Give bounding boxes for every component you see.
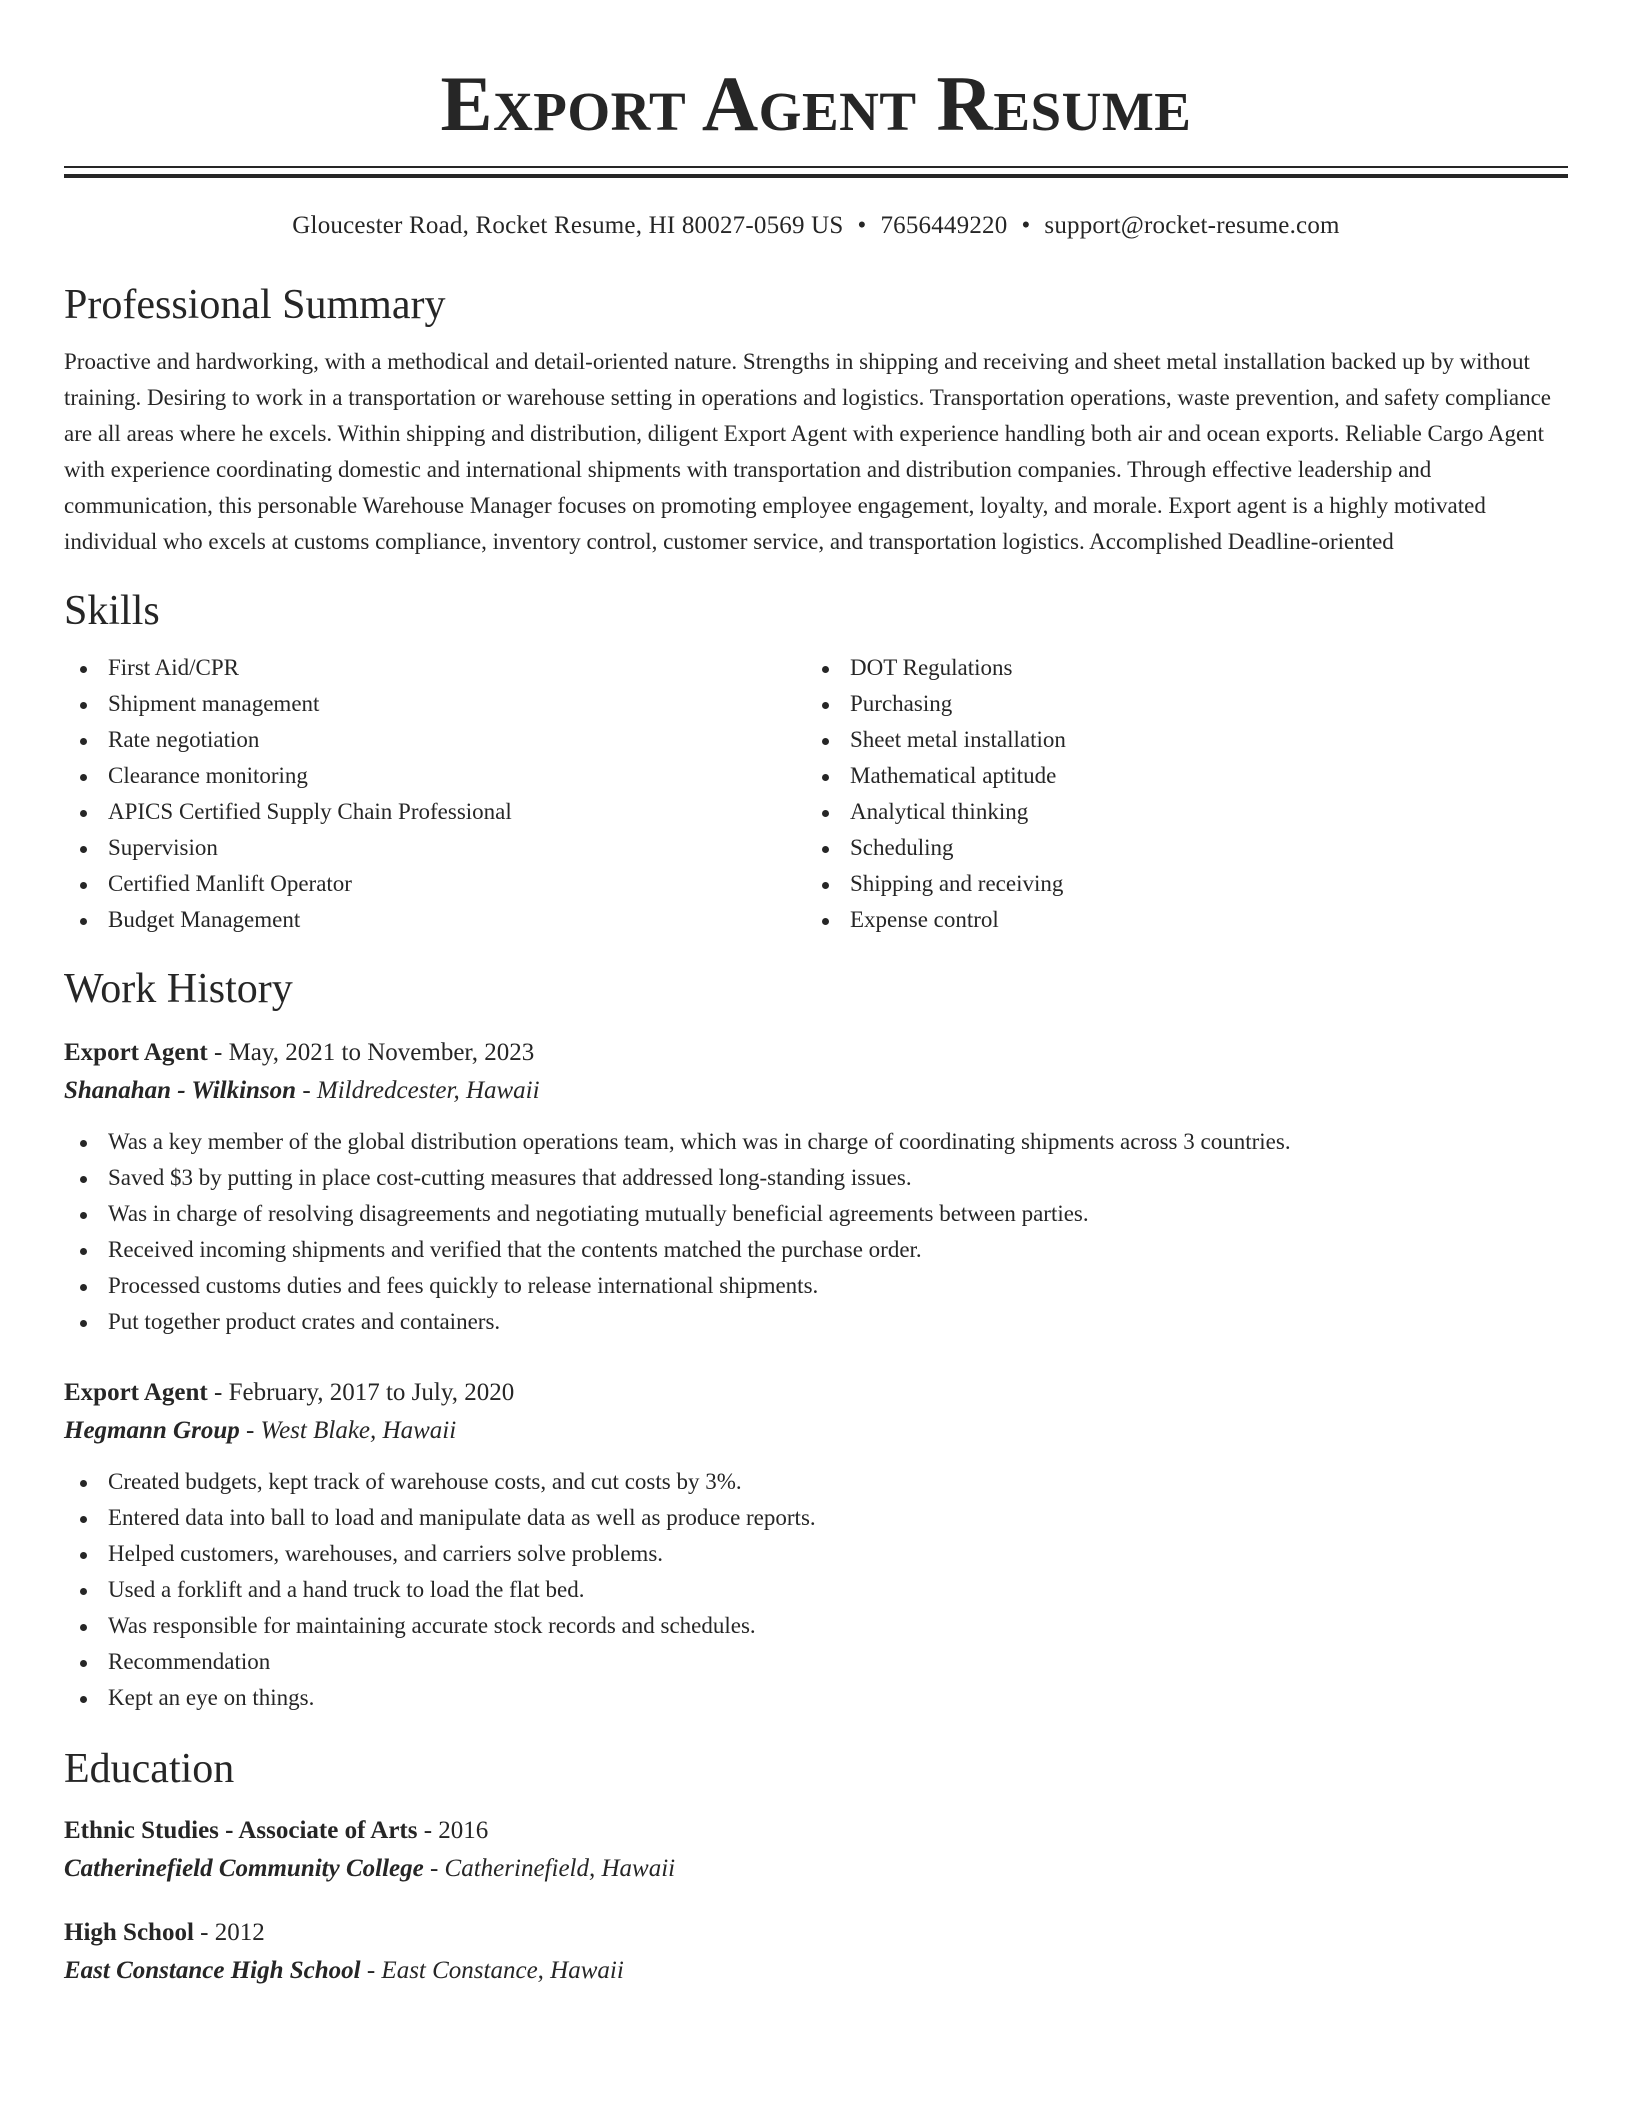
job-bullet: Helped customers, warehouses, and carriers solve problems. (64, 1536, 1568, 1572)
education-degree: Ethnic Studies - Associate of Arts (64, 1817, 418, 1844)
job-bullets (64, 1464, 1568, 1716)
skills-list-right (806, 650, 1548, 938)
title-rule-thick (64, 174, 1568, 178)
job-bullet: Put together product crates and containers. (64, 1304, 1568, 1340)
job-company-line (64, 1072, 1568, 1110)
education-entry (64, 1812, 1568, 1888)
skill-item: Expense control (806, 902, 1548, 938)
job-bullets (64, 1124, 1568, 1340)
job-bullet: Was a key member of the global distribution operations team, which was in charge of coordinating shipments across 3 countries. (64, 1124, 1568, 1160)
skill-item: Sheet metal installation (806, 722, 1548, 758)
education-degree-line (64, 1812, 1568, 1850)
contact-phone: 7656449220 (880, 212, 1008, 239)
skills-columns (64, 650, 1568, 938)
education-location: - East Constance, Hawaii (360, 1957, 624, 1984)
contact-line (64, 210, 1568, 242)
contact-address: Gloucester Road, Rocket Resume, HI 80027-0569 US (292, 212, 844, 239)
job-bullet: Was responsible for maintaining accurate stock records and schedules. (64, 1608, 1568, 1644)
work-history-heading: Work History (64, 966, 293, 1012)
job-location: - Mildredcester, Hawaii (296, 1077, 540, 1104)
skill-item: Clearance monitoring (64, 758, 806, 794)
job-title-line (64, 1374, 1568, 1412)
job-title-line (64, 1034, 1568, 1072)
job-company: Hegmann Group (64, 1417, 240, 1444)
contact-email: support@rocket-resume.com (1044, 212, 1340, 239)
skill-item: APICS Certified Supply Chain Professional (64, 794, 806, 830)
education-location: - Catherinefield, Hawaii (423, 1855, 676, 1882)
skill-item: Certified Manlift Operator (64, 866, 806, 902)
education-school: Catherinefield Community College (64, 1855, 424, 1882)
title-rule-thin (64, 166, 1568, 168)
job-bullet: Recommendation (64, 1644, 1568, 1680)
skill-item: Shipping and receiving (806, 866, 1548, 902)
job-dates: - February, 2017 to July, 2020 (207, 1379, 515, 1406)
job-bullet: Received incoming shipments and verified that the contents matched the purchase order. (64, 1232, 1568, 1268)
education-heading: Education (64, 1746, 235, 1792)
education-year: - 2012 (193, 1919, 265, 1946)
summary-heading: Professional Summary (64, 282, 446, 328)
job-bullet: Kept an eye on things. (64, 1680, 1568, 1716)
resume-title: Export Agent Resume (440, 60, 1192, 147)
job-company-line (64, 1412, 1568, 1450)
resume-page (64, 0, 1568, 1990)
job-location: - West Blake, Hawaii (239, 1417, 457, 1444)
skill-item: DOT Regulations (806, 650, 1548, 686)
skill-item: Scheduling (806, 830, 1548, 866)
education-school-line (64, 1850, 1568, 1888)
job-company: Shanahan - Wilkinson (64, 1077, 297, 1104)
job-bullet: Entered data into ball to load and manipulate data as well as produce reports. (64, 1500, 1568, 1536)
job-title: Export Agent (64, 1379, 208, 1406)
education-degree-line (64, 1914, 1568, 1952)
education-school: East Constance High School (64, 1957, 361, 1984)
job-dates: - May, 2021 to November, 2023 (207, 1039, 535, 1066)
skill-item: Budget Management (64, 902, 806, 938)
skill-item: Shipment management (64, 686, 806, 722)
skill-item: Mathematical aptitude (806, 758, 1548, 794)
skill-item: Rate negotiation (64, 722, 806, 758)
job-bullet: Created budgets, kept track of warehouse costs, and cut costs by 3%. (64, 1464, 1568, 1500)
job-bullet: Processed customs duties and fees quickly to release international shipments. (64, 1268, 1568, 1304)
job-bullet: Used a forklift and a hand truck to load the flat bed. (64, 1572, 1568, 1608)
skill-item: Purchasing (806, 686, 1548, 722)
job-title: Export Agent (64, 1039, 208, 1066)
skill-item: Analytical thinking (806, 794, 1548, 830)
skills-heading: Skills (64, 588, 160, 634)
contact-separator: • (857, 212, 867, 239)
skill-item: First Aid/CPR (64, 650, 806, 686)
job-entry (64, 1374, 1568, 1716)
job-bullet: Was in charge of resolving disagreements and negotiating mutually beneficial agreements between parties. (64, 1196, 1568, 1232)
job-entry (64, 1034, 1568, 1340)
contact-separator: • (1021, 212, 1031, 239)
skills-list-left (64, 650, 806, 938)
education-year: - 2016 (417, 1817, 489, 1844)
job-bullet: Saved $3 by putting in place cost-cutting measures that addressed long-standing issues. (64, 1160, 1568, 1196)
education-entry (64, 1914, 1568, 1990)
skill-item: Supervision (64, 830, 806, 866)
education-degree: High School (64, 1919, 194, 1946)
education-school-line (64, 1952, 1568, 1990)
summary-text: Proactive and hardworking, with a methodical and detail-oriented nature. Strengths in shipping and receiving and sheet metal installation backed up by without training. Desiring to work in a transportation or warehouse setting in operations and logistics. Transportation operations, waste prevention, and safety compliance are all areas where he excels. Within shipping and distribution, diligent Export Agent with experience handling both air and ocean exports. Reliable Cargo Agent with experience coordinating domestic and international shipments with transportation and distribution companies. Through effective leadership and communication, this personable Warehouse Manager focuses on promoting employee engagement, loyalty, and morale. Export agent is a highly motivated individual who excels at customs compliance, inventory control, customer service, and transportation logistics. Accomplished Deadline-oriented (64, 349, 1552, 554)
